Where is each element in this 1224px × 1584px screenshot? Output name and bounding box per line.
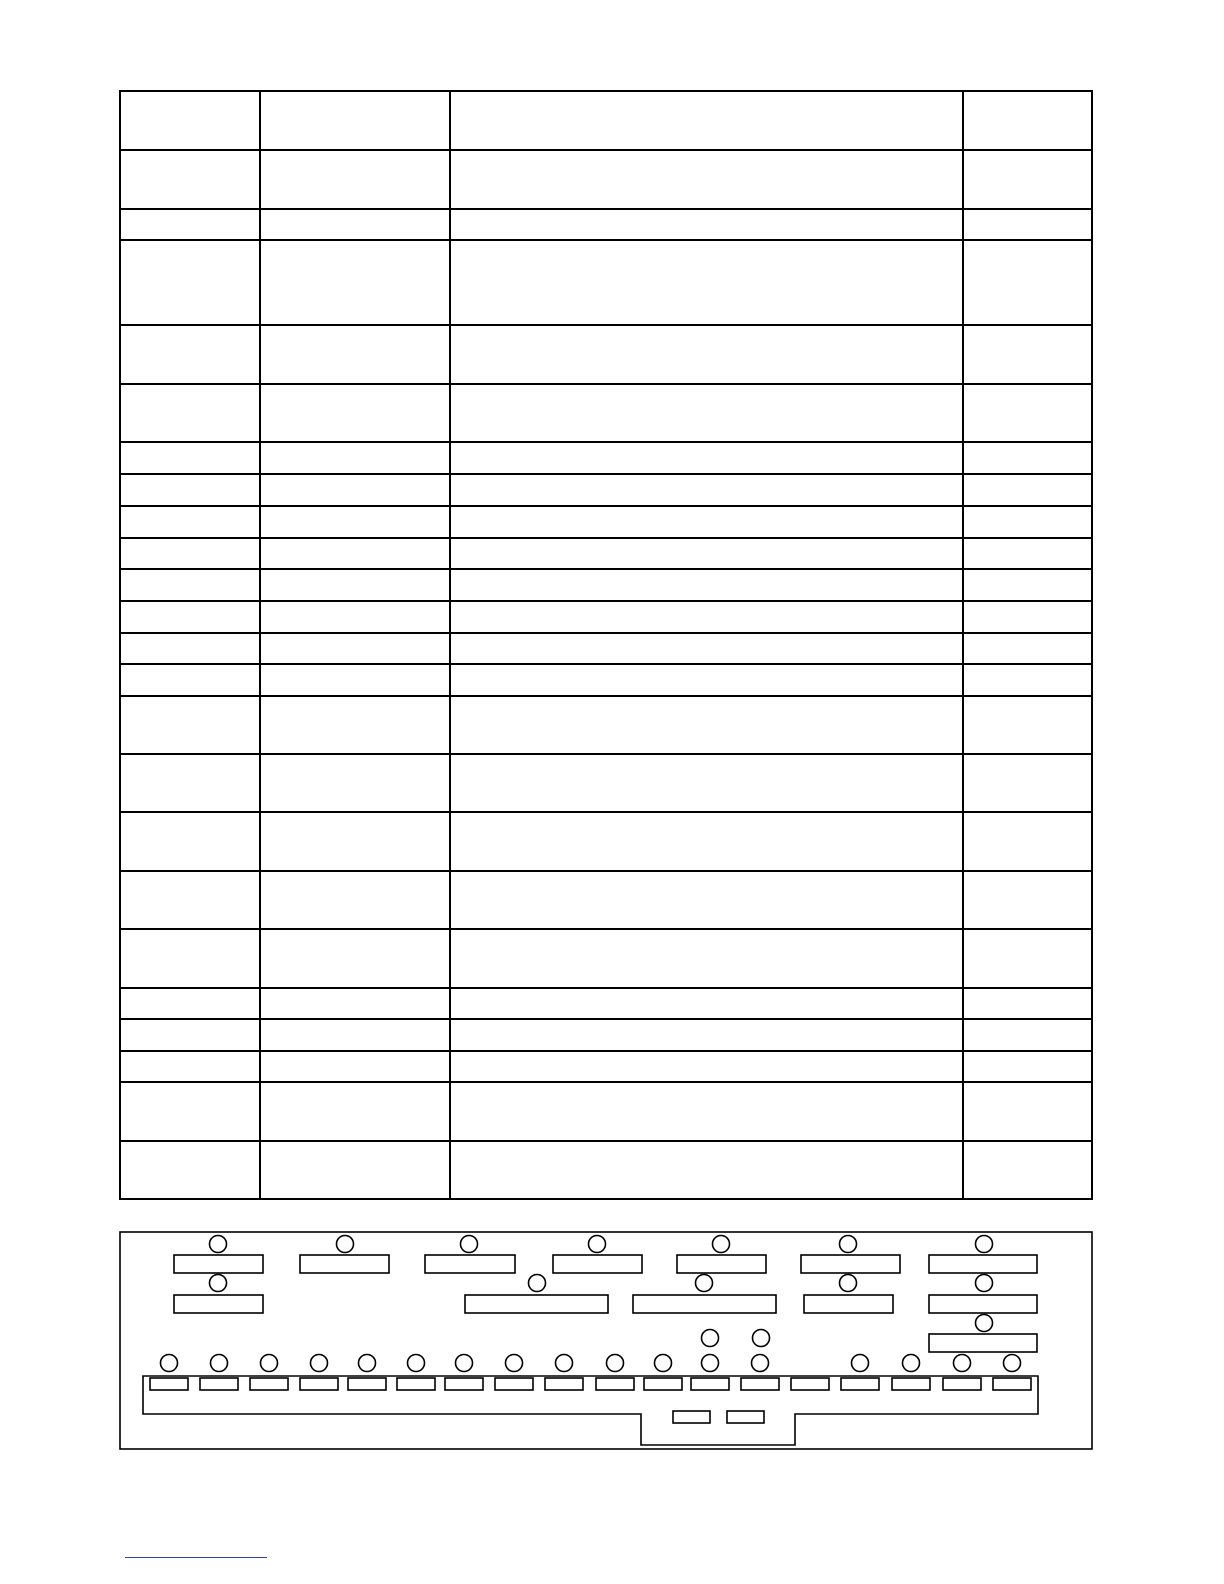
knob-icon [161, 1355, 178, 1372]
label-slot [425, 1255, 515, 1273]
knob-icon [529, 1275, 546, 1292]
label-slot [553, 1255, 642, 1273]
knob-icon [408, 1355, 425, 1372]
label-slot [465, 1295, 608, 1313]
knob-icon [1004, 1355, 1021, 1372]
knob-icon [954, 1355, 971, 1372]
knob-icon [976, 1315, 993, 1332]
label-slot [300, 1255, 389, 1273]
knob-icon [976, 1275, 993, 1292]
label-slot [150, 1378, 188, 1390]
knob-icon [840, 1275, 857, 1292]
knob-icon [607, 1355, 624, 1372]
knob-icon [556, 1355, 573, 1372]
knob-icon [261, 1355, 278, 1372]
label-slot [495, 1378, 533, 1390]
label-slot [445, 1378, 483, 1390]
knob-icon [337, 1236, 354, 1253]
knob-icon [655, 1355, 672, 1372]
knob-icon [210, 1236, 227, 1253]
footer-rule [125, 1557, 267, 1558]
label-slot [250, 1378, 288, 1390]
knob-icon [311, 1355, 328, 1372]
label-slot [691, 1378, 729, 1390]
label-slot [174, 1295, 263, 1313]
label-slot [633, 1295, 776, 1313]
label-slot [929, 1334, 1037, 1352]
label-slot [727, 1411, 764, 1423]
label-slot [741, 1378, 779, 1390]
knob-icon [702, 1355, 719, 1372]
knob-icon [713, 1236, 730, 1253]
knob-icon [903, 1355, 920, 1372]
label-slot [300, 1378, 338, 1390]
label-slot [673, 1411, 710, 1423]
label-slot [644, 1378, 682, 1390]
knob-icon [506, 1355, 523, 1372]
knob-icon [840, 1236, 857, 1253]
label-slot [397, 1378, 435, 1390]
knob-icon [589, 1236, 606, 1253]
knob-icon [976, 1236, 993, 1253]
knob-icon [852, 1355, 869, 1372]
knob-icon [702, 1330, 719, 1347]
label-slot [929, 1295, 1037, 1313]
label-slot [841, 1378, 879, 1390]
knob-icon [211, 1355, 228, 1372]
label-slot [804, 1295, 893, 1313]
label-slot [677, 1255, 766, 1273]
label-slot [929, 1255, 1037, 1273]
knob-icon [456, 1355, 473, 1372]
knob-icon [696, 1275, 713, 1292]
knob-icon [210, 1275, 227, 1292]
label-slot [801, 1255, 900, 1273]
label-slot [596, 1378, 634, 1390]
knob-icon [753, 1330, 770, 1347]
label-slot [174, 1255, 263, 1273]
label-slot [200, 1378, 238, 1390]
knob-icon [359, 1355, 376, 1372]
label-slot [943, 1378, 981, 1390]
label-slot [545, 1378, 583, 1390]
label-slot [993, 1378, 1031, 1390]
knob-icon [752, 1355, 769, 1372]
label-slot [892, 1378, 930, 1390]
label-slot [348, 1378, 386, 1390]
label-slot [791, 1378, 829, 1390]
knob-icon [461, 1236, 478, 1253]
